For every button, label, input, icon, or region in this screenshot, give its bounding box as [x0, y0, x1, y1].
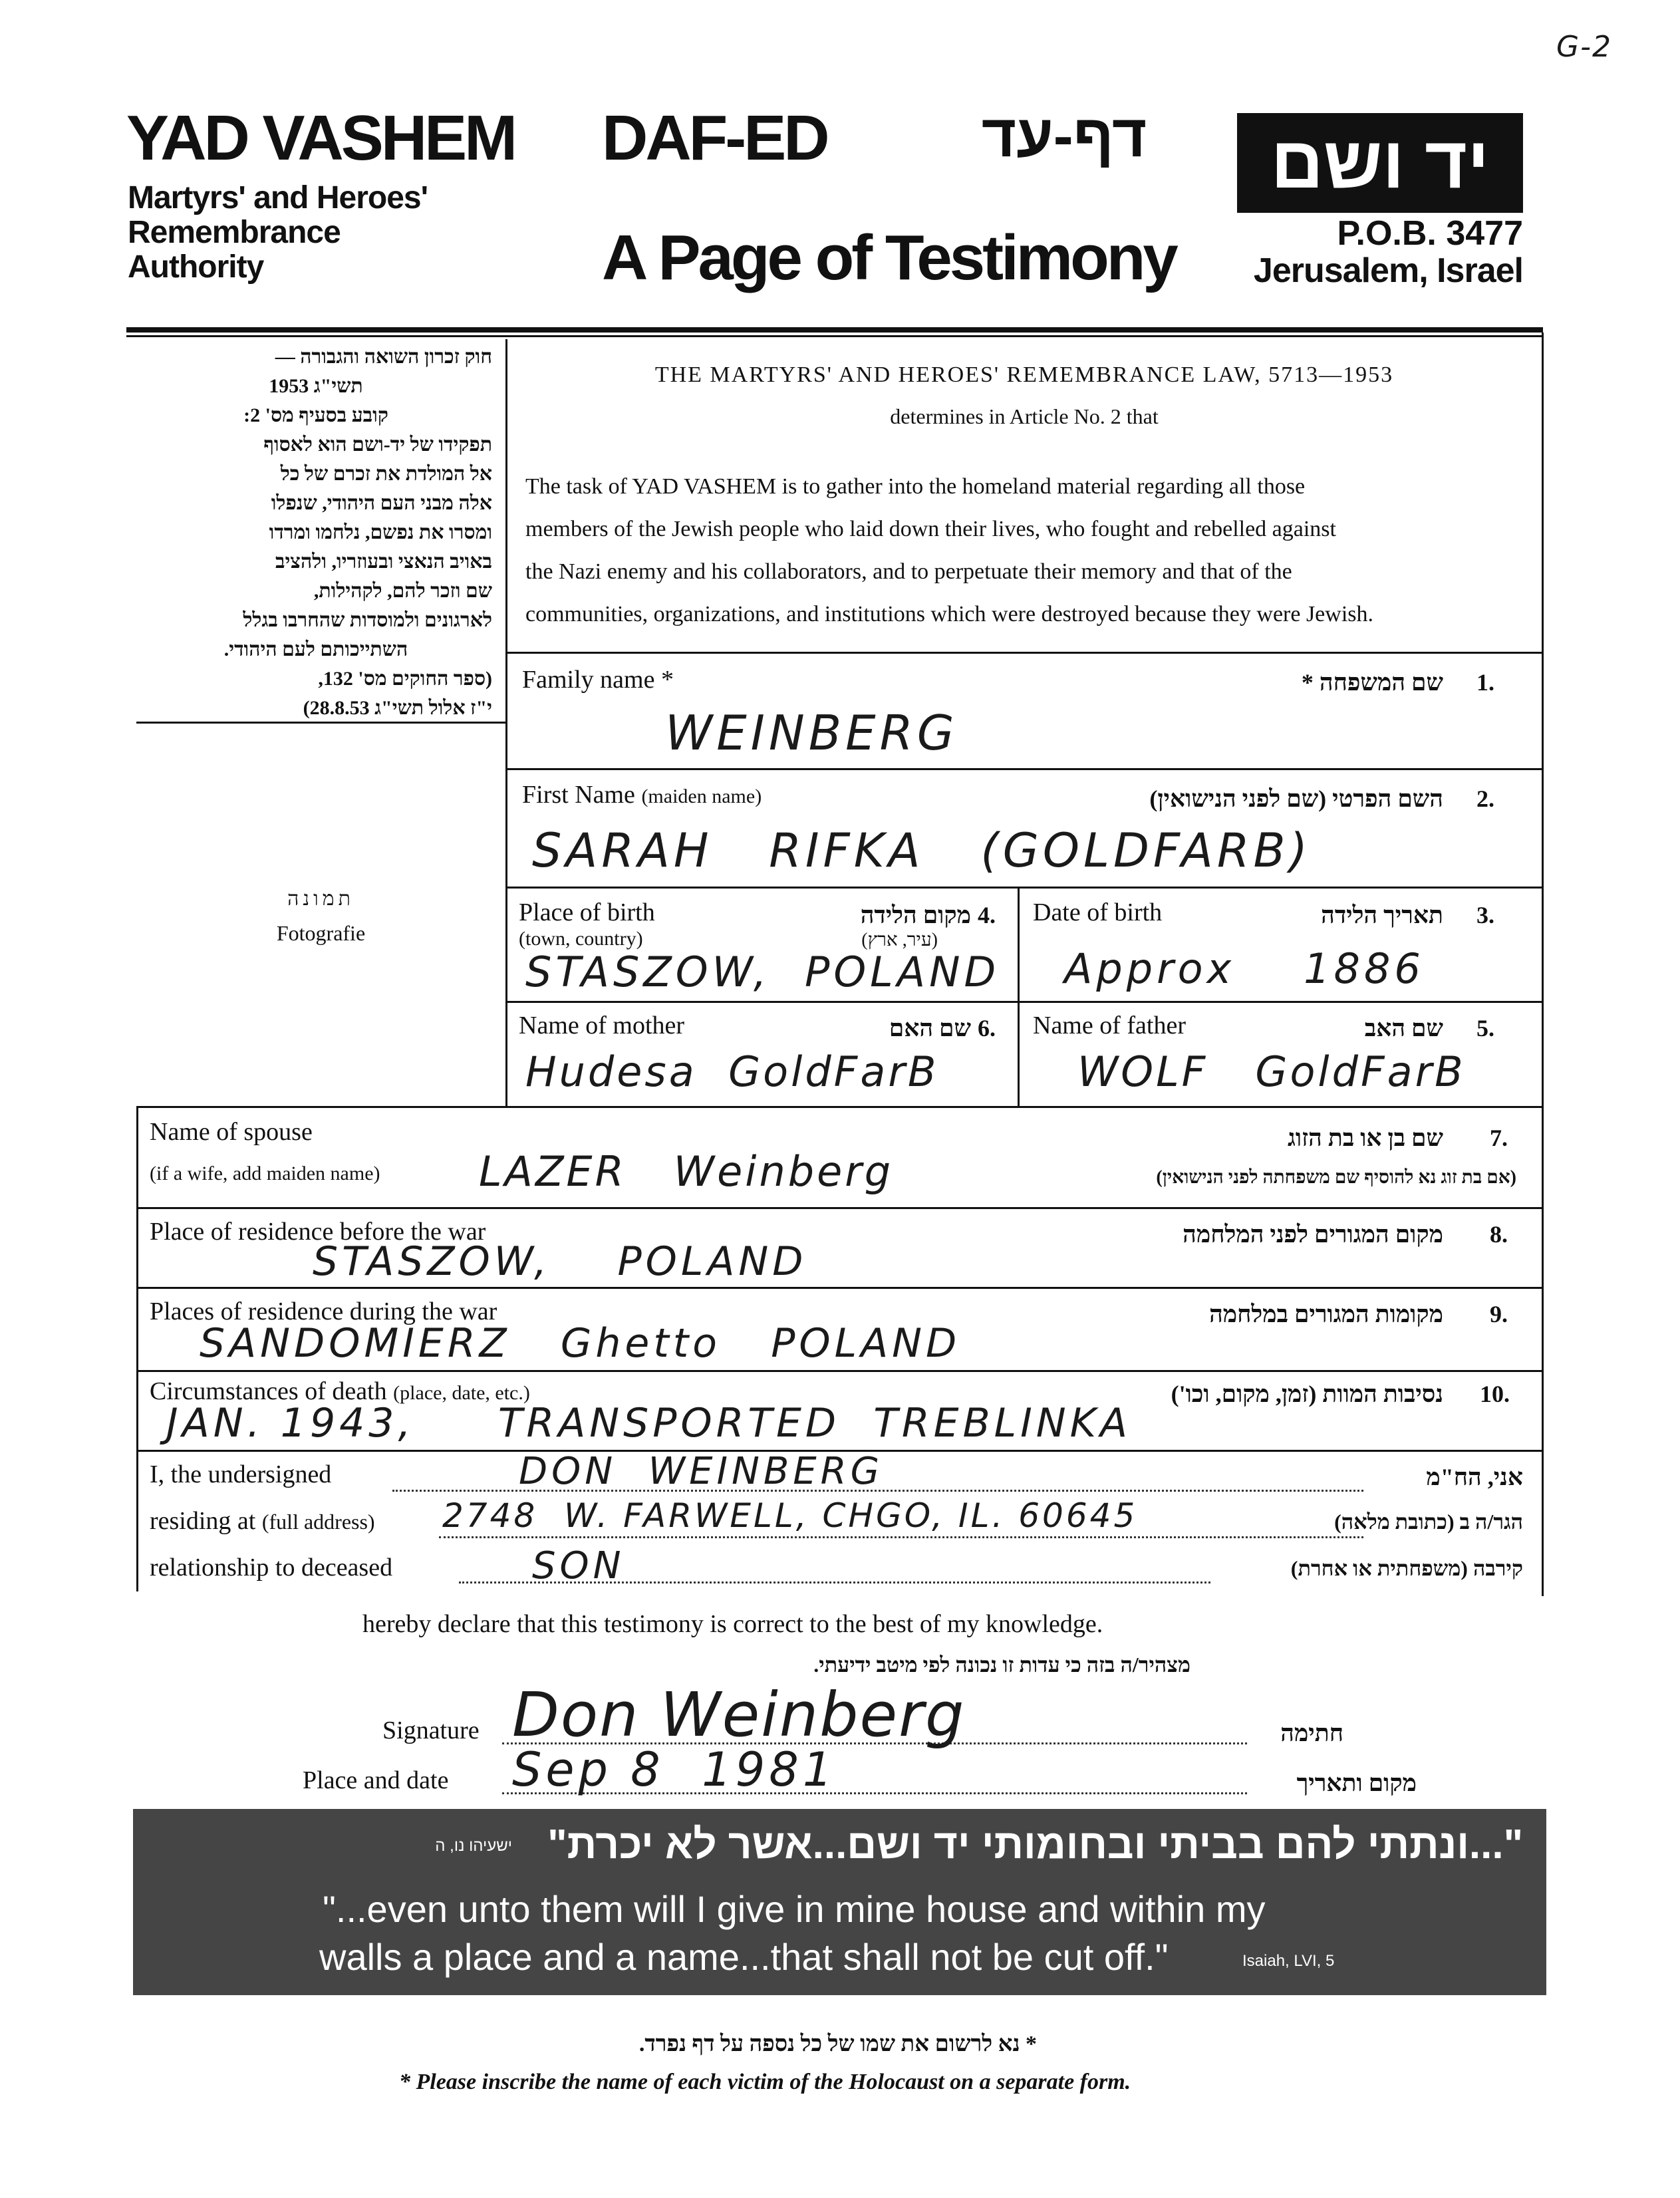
- page-title: A Page of Testimony: [602, 222, 1176, 293]
- family-name-value[interactable]: WEINBERG: [665, 705, 958, 761]
- spouse-label: Name of spouse: [150, 1118, 313, 1146]
- law-hebrew-line: אלה מבני העם היהודי, שנפלו: [271, 492, 492, 514]
- residence-during-label: Places of residence during the war: [150, 1298, 497, 1325]
- signature-hebrew: חתימה: [1280, 1720, 1343, 1746]
- birth-date-value[interactable]: Approx 1886: [1064, 944, 1425, 993]
- residing-label-small: (full address): [261, 1510, 375, 1534]
- mother-num: 6.: [978, 1015, 996, 1041]
- law-text-line: communities, organizations, and institutions which were destroyed because they were Jewish.: [525, 602, 1373, 626]
- law-text-line: members of the Jewish people who laid down their lives, who fought and rebelled against: [525, 517, 1336, 541]
- daf-ed-hebrew: דף-עד: [981, 103, 1147, 170]
- banner-english-line-1: "...even unto them will I give in mine house and within my: [323, 1888, 1266, 1930]
- relationship-value[interactable]: SON: [532, 1544, 625, 1587]
- declaration-text: hereby declare that this testimony is correct to the best of my knowledge.: [362, 1610, 1103, 1638]
- law-hebrew-line: אל המולדת את זכרם של כל: [280, 463, 492, 485]
- residing-label: [150, 1506, 375, 1536]
- mother-hebrew: שם האם: [889, 1015, 971, 1041]
- law-hebrew-line: לארגונים ולמוסדות שהחרבו בגלל: [243, 609, 492, 631]
- daf-ed-title: DAF-ED: [602, 102, 827, 174]
- family-name-num: 1.: [1476, 669, 1494, 696]
- org-name: YAD VASHEM: [126, 102, 515, 174]
- row-line: [136, 1207, 1543, 1209]
- law-hebrew-line: י"ז אלול תשי"ג 28.8.53): [303, 697, 492, 719]
- law-hebrew-line: חוק זכרון השואה והגבורה —: [275, 346, 492, 368]
- law-hebrew-line: קובע בסעיף מס' 2:: [243, 404, 388, 426]
- birth-date-label: Date of birth: [1033, 898, 1163, 926]
- row-line: [136, 1370, 1543, 1372]
- residence-during-value[interactable]: SANDOMIERZ Ghetto POLAND: [200, 1320, 961, 1367]
- place-date-hebrew: מקום ותאריך: [1296, 1770, 1417, 1796]
- residence-during-num: 9.: [1490, 1301, 1508, 1327]
- birth-place-num: 4.: [978, 902, 996, 928]
- father-num: 5.: [1476, 1015, 1494, 1041]
- first-name-label: [522, 780, 762, 809]
- father-label: Name of father: [1033, 1012, 1186, 1039]
- law-hebrew: [140, 343, 492, 723]
- mother-label: Name of mother: [519, 1012, 685, 1039]
- birth-place-hebrew: מקום הלידה: [860, 902, 971, 928]
- birth-place-label-small: (town, country): [519, 928, 643, 950]
- residence-before-num: 8.: [1490, 1221, 1508, 1248]
- residing-hebrew: הגר/ה ב (כתובת מלאה): [1334, 1510, 1523, 1534]
- org-subtitle: [128, 181, 428, 285]
- corner-mark: G-2: [1556, 30, 1612, 64]
- residence-during-hebrew: מקומות המגורים במלחמה: [1209, 1301, 1443, 1327]
- undersigned-hebrew: אני, הח"מ: [1426, 1464, 1523, 1490]
- law-hebrew-line: ומסרו את נפשם, נלחמו ומרדו: [269, 521, 492, 543]
- first-name-num: 2.: [1476, 785, 1494, 812]
- place-date-label: Place and date: [303, 1766, 449, 1794]
- org-sub-line-3: Authority: [128, 249, 264, 285]
- banner-hebrew-ref: ישעיהו נו, ה: [435, 1837, 512, 1855]
- footer-hebrew: * נא לרשום את שמו של כל נספה על דף נפרד.: [638, 2032, 1038, 2056]
- death-hebrew: נסיבות המוות (זמן, מקום, וכו'): [1171, 1381, 1443, 1407]
- pob: P.O.B. 3477: [1337, 214, 1523, 253]
- signature-value[interactable]: Don Weinberg: [512, 1679, 966, 1750]
- yad-vashem-logo: יד ושם: [1237, 113, 1523, 213]
- first-name-label-small: (maiden name): [641, 785, 762, 807]
- org-sub-line-2: Remembrance: [128, 215, 341, 250]
- birth-place-hebrew-small: (עיר, ארץ): [861, 930, 938, 950]
- residence-before-value[interactable]: STASZOW, POLAND: [313, 1238, 807, 1285]
- row-line: [505, 652, 1543, 654]
- photo-hebrew: תמונה: [287, 888, 354, 910]
- law-text-line: The task of YAD VASHEM is to gather into the homeland material regarding all those: [525, 474, 1306, 499]
- row-line: [136, 1106, 1543, 1108]
- row-line: [505, 1001, 1543, 1003]
- residing-line: [439, 1536, 1363, 1538]
- right-border: [1542, 333, 1544, 1596]
- law-subtitle: determines in Article No. 2 that: [890, 404, 1159, 428]
- father-value[interactable]: WOLF GoldFarB: [1077, 1047, 1466, 1096]
- law-text-line: the Nazi enemy and his collaborators, and to perpetuate their memory and that of the: [525, 559, 1292, 584]
- spouse-label-small: (if a wife, add maiden name): [150, 1163, 380, 1184]
- org-sub-line-1: Martyrs' and Heroes': [128, 180, 428, 215]
- death-label-main: Circumstances of death: [150, 1377, 387, 1405]
- law-hebrew-line: תשי"ג 1953: [269, 375, 363, 397]
- relationship-hebrew: קירבה (משפחתית או אחרת): [1290, 1556, 1523, 1580]
- father-hebrew: שם האב: [1364, 1015, 1443, 1041]
- relationship-label: relationship to deceased: [150, 1554, 393, 1581]
- law-hebrew-line: (ספר החוקים מס' 132,: [318, 668, 492, 690]
- top-rule-thin: [126, 335, 1543, 337]
- left-column-divider: [505, 339, 507, 1107]
- death-num: 10.: [1480, 1381, 1510, 1407]
- law-hebrew-line: שם וזכר להם, לקהילות,: [313, 580, 492, 602]
- spouse-value[interactable]: LAZER Weinberg: [479, 1147, 894, 1196]
- family-name-hebrew: שם המשפחה *: [1301, 669, 1443, 696]
- mother-value[interactable]: Hudesa GoldFarB: [525, 1047, 939, 1096]
- photo-label: Fotografie: [276, 921, 366, 945]
- family-name-label: Family name *: [522, 666, 674, 694]
- row-line: [505, 887, 1543, 889]
- first-name-value[interactable]: SARAH RIFKA (GOLDFARB): [532, 823, 1312, 878]
- row-line: [505, 768, 1543, 770]
- birth-place-value[interactable]: STASZOW, POLAND: [525, 948, 1000, 996]
- left-border: [136, 1106, 138, 1591]
- quote-banner: [133, 1809, 1546, 1995]
- law-hebrew-line: השתייכותם לעם היהודי.: [223, 638, 408, 660]
- law-hebrew-line: באויב הנאצי ובעוזריו, ולהציב: [275, 551, 492, 573]
- col-line: [1018, 887, 1020, 1106]
- row-line: [136, 1287, 1543, 1289]
- law-hebrew-line: תפקידו של יד-ושם הוא לאסוף: [263, 434, 492, 456]
- birth-date-hebrew: תאריך הלידה: [1321, 902, 1443, 928]
- law-title: THE MARTYRS' AND HEROES' REMEMBRANCE LAW, 5713—1953: [654, 362, 1394, 387]
- death-label-small: (place, date, etc.): [393, 1382, 530, 1404]
- first-name-label-main: First Name: [522, 781, 635, 809]
- law-text: [525, 466, 1530, 636]
- residing-label-main: residing at: [150, 1507, 256, 1535]
- first-name-hebrew: השם הפרטי (שם לפני הנישואין): [1149, 785, 1443, 812]
- city: Jerusalem, Israel: [1253, 251, 1523, 290]
- residence-before-label: Place of residence before the war: [150, 1218, 486, 1246]
- residence-before-hebrew: מקום המגורים לפני המלחמה: [1183, 1221, 1443, 1248]
- place-date-value[interactable]: Sep 8 1981: [512, 1742, 837, 1797]
- undersigned-value[interactable]: DON WEINBERG: [519, 1450, 883, 1493]
- declaration-hebrew: מצהיר/ה בזה כי עדות זו נכונה לפי מיטב ידיעתי.: [813, 1653, 1190, 1677]
- banner-english-ref: Isaiah, LVI, 5: [1242, 1952, 1335, 1970]
- birth-date-num: 3.: [1476, 902, 1494, 928]
- footer-english: * Please inscribe the name of each victim of the Holocaust on a separate form.: [399, 2070, 1131, 2094]
- residing-value[interactable]: 2748 W. FARWELL, CHGO, IL. 60645: [442, 1496, 1138, 1535]
- signature-label: Signature: [382, 1717, 480, 1744]
- death-value[interactable]: JAN. 1943, TRANSPORTED TREBLINKA: [166, 1400, 1132, 1446]
- spouse-num: 7.: [1490, 1125, 1508, 1151]
- spouse-hebrew: שם בן או בת הזוג: [1288, 1125, 1443, 1151]
- undersigned-label: I, the undersigned: [150, 1460, 332, 1488]
- top-rule: [126, 327, 1543, 333]
- birth-place-label: Place of birth: [519, 898, 655, 926]
- spouse-hebrew-small: (אם בת זוג נא להוסיף שם משפחתה לפני הנישואין): [1156, 1167, 1516, 1188]
- banner-english-line-2: walls a place and a name...that shall not be cut off.": [319, 1936, 1169, 1978]
- banner-hebrew-quote: "...ונתתי להם בביתי ובחומותי יד ושם...אשר לא יכרת": [547, 1822, 1523, 1867]
